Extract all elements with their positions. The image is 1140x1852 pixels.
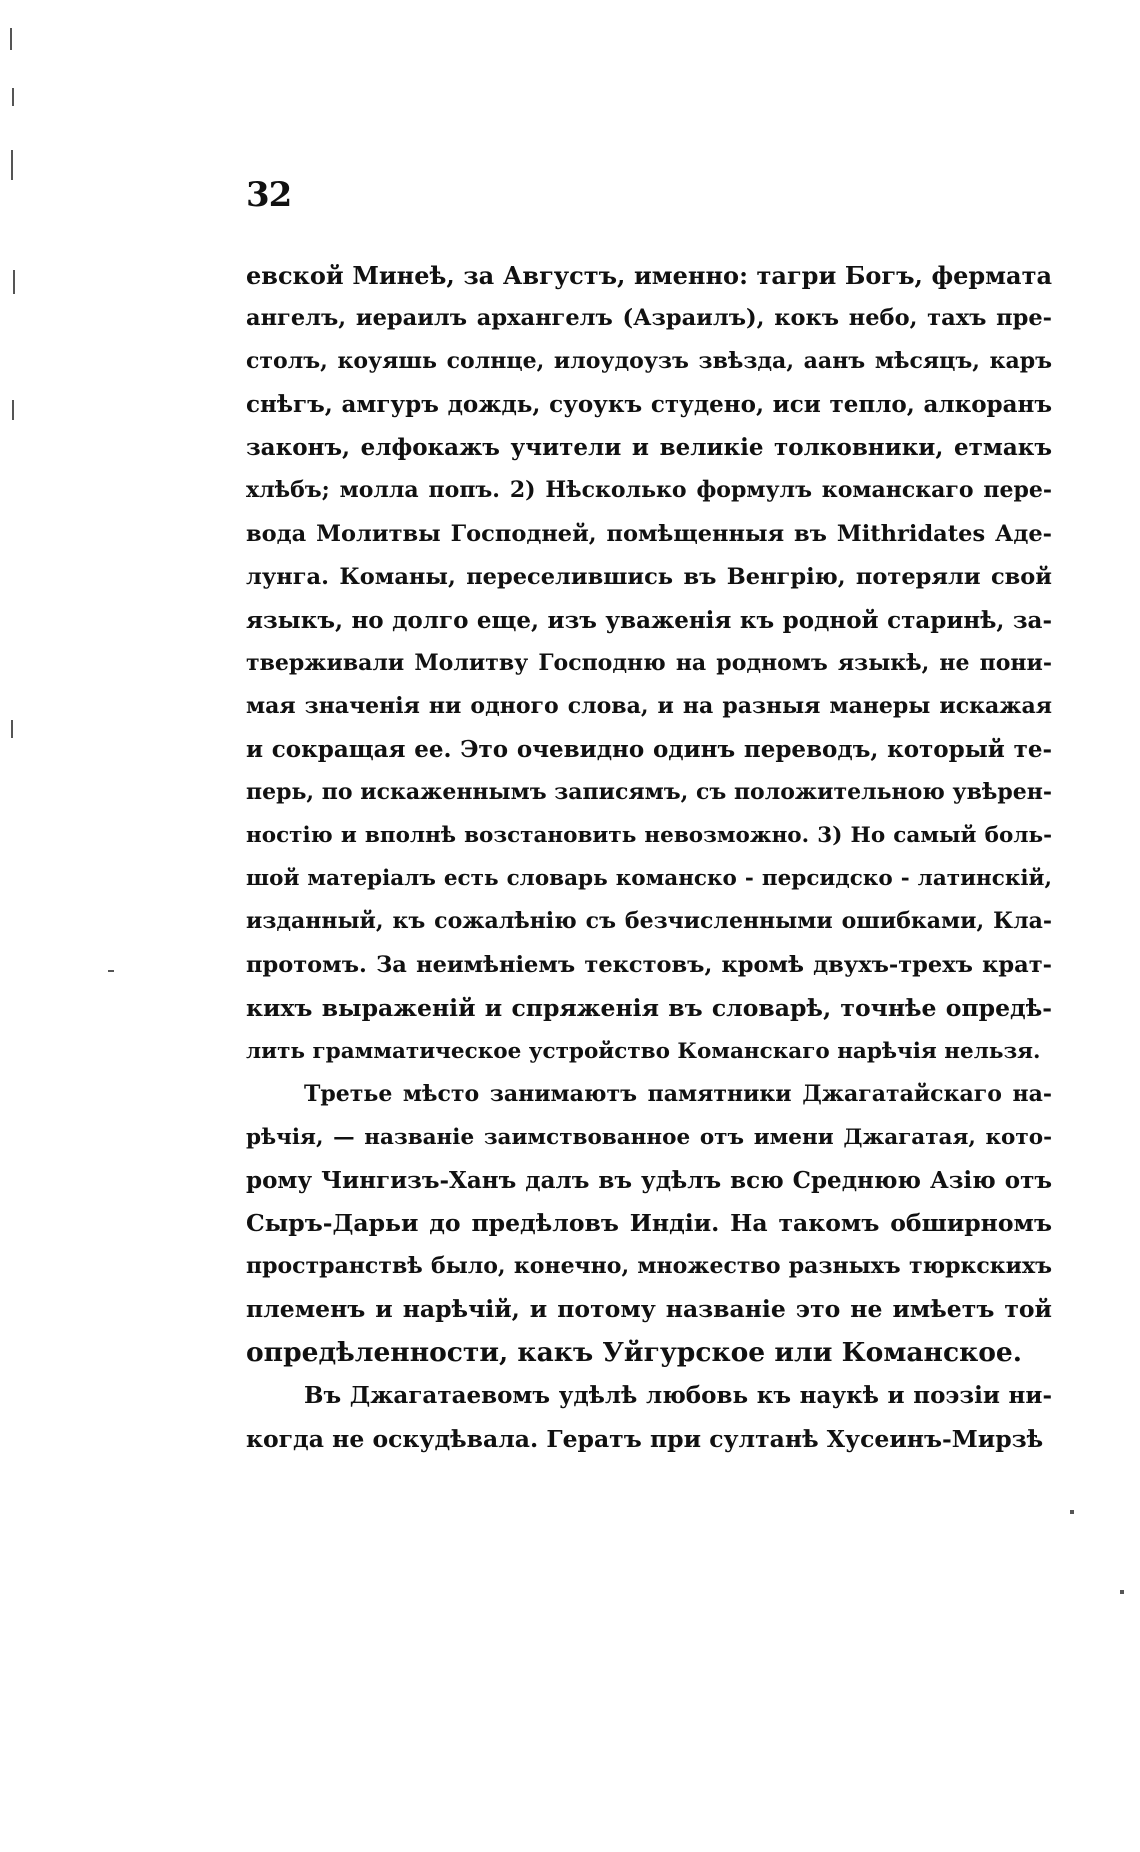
text-line: законъ, елфокажъ учители и великіе толковники, етмакъ — [246, 434, 1052, 462]
text-line: Третье мѣсто занимаютъ памятники Джагатайскаго на- — [304, 1080, 1052, 1107]
paragraph — [246, 1374, 1052, 1460]
text-line: протомъ. За неимѣніемъ текстовъ, кромѣ двухъ-трехъ крат- — [246, 951, 1052, 978]
margin-mark — [13, 270, 15, 294]
text-line: когда не оскудѣвала. Гератъ при султанѣ Хусеинъ-Мирзѣ — [246, 1424, 1044, 1453]
text-line: племенъ и нарѣчій, и потому названіе это не имѣетъ той — [246, 1295, 1052, 1324]
text-line: лить грамматическое устройство Команскаго нарѣчія нельзя. — [246, 1038, 1041, 1064]
text-line: языкъ, но долго еще, изъ уваженія къ родной старинѣ, за- — [246, 606, 1052, 634]
text-line: хлѣбъ; молла попъ. 2) Нѣсколько формулъ команскаго перe- — [246, 477, 1052, 504]
text-line: шой матеріалъ есть словарь команско - персидско - латинскій, — [246, 866, 1052, 892]
text-line: столъ, коуяшь солнце, илоудоузъ звѣзда, аанъ мѣсяцъ, каръ — [246, 348, 1052, 375]
margin-mark — [10, 28, 12, 50]
text-line: кихъ выраженій и спряженія въ словарѣ, точнѣе опредѣ- — [246, 993, 1052, 1022]
text-line: снѣгъ, амгуръ дождь, суоукъ студено, иси тепло, алкоранъ — [246, 391, 1052, 419]
margin-mark — [108, 970, 114, 972]
page-number: 32 — [246, 175, 292, 215]
margin-mark — [1120, 1590, 1124, 1594]
text-line: опредѣленности, какъ Уйгурское или Команское. — [246, 1337, 1022, 1369]
text-line: евской Минеѣ, за Августъ, именно: тагри Богъ, фермата — [246, 261, 1052, 290]
text-line: ангелъ, иераилъ архангелъ (Азраилъ), кокъ небо, тахъ пре- — [246, 305, 1052, 332]
text-line: Въ Джагатаевомъ удѣлѣ любовь къ наукѣ и поэзіи ни- — [304, 1382, 1052, 1410]
paragraph — [246, 1073, 1052, 1375]
text-line: лунга. Команы, переселившись въ Венгрію, потеряли свой — [246, 563, 1052, 590]
text-line: рому Чингизъ-Ханъ далъ въ удѣлъ всю Среднюю Азію отъ — [246, 1166, 1052, 1194]
margin-mark — [12, 88, 14, 106]
text-line: вода Молитвы Господней, помѣщенныя въ Mithridates Аде- — [246, 520, 1052, 547]
text-line: рѣчія, — названіе заимствованное отъ имени Джагатая, кото- — [246, 1124, 1052, 1150]
margin-mark — [12, 400, 14, 420]
paragraph — [246, 254, 1052, 1073]
text-line: пространствѣ было, конечно, множество разныхъ тюркскихъ — [246, 1253, 1052, 1280]
margin-mark — [1070, 1510, 1074, 1514]
body-text — [246, 254, 1052, 1461]
margin-mark — [11, 720, 13, 738]
text-line: изданный, къ сожалѣнію съ безчисленными ошибками, Кла- — [246, 908, 1052, 935]
text-line: тверживали Молитву Господню на родномъ языкѣ, не пони- — [246, 649, 1052, 676]
margin-mark — [11, 150, 13, 180]
text-line: мая значенія ни одного слова, и на разныя манеры искажая — [246, 692, 1052, 719]
text-line: и сокращая ее. Это очевидно одинъ переводъ, который те- — [246, 736, 1052, 764]
text-line: перь, по искаженнымъ записямъ, съ положительною увѣрен- — [246, 779, 1052, 806]
text-line: ностію и вполнѣ возстановить невозможно. 3) Но самый боль- — [246, 823, 1052, 849]
text-line: Сыръ-Дарьи до предѣловъ Индіи. На такомъ обширномъ — [246, 1209, 1052, 1238]
